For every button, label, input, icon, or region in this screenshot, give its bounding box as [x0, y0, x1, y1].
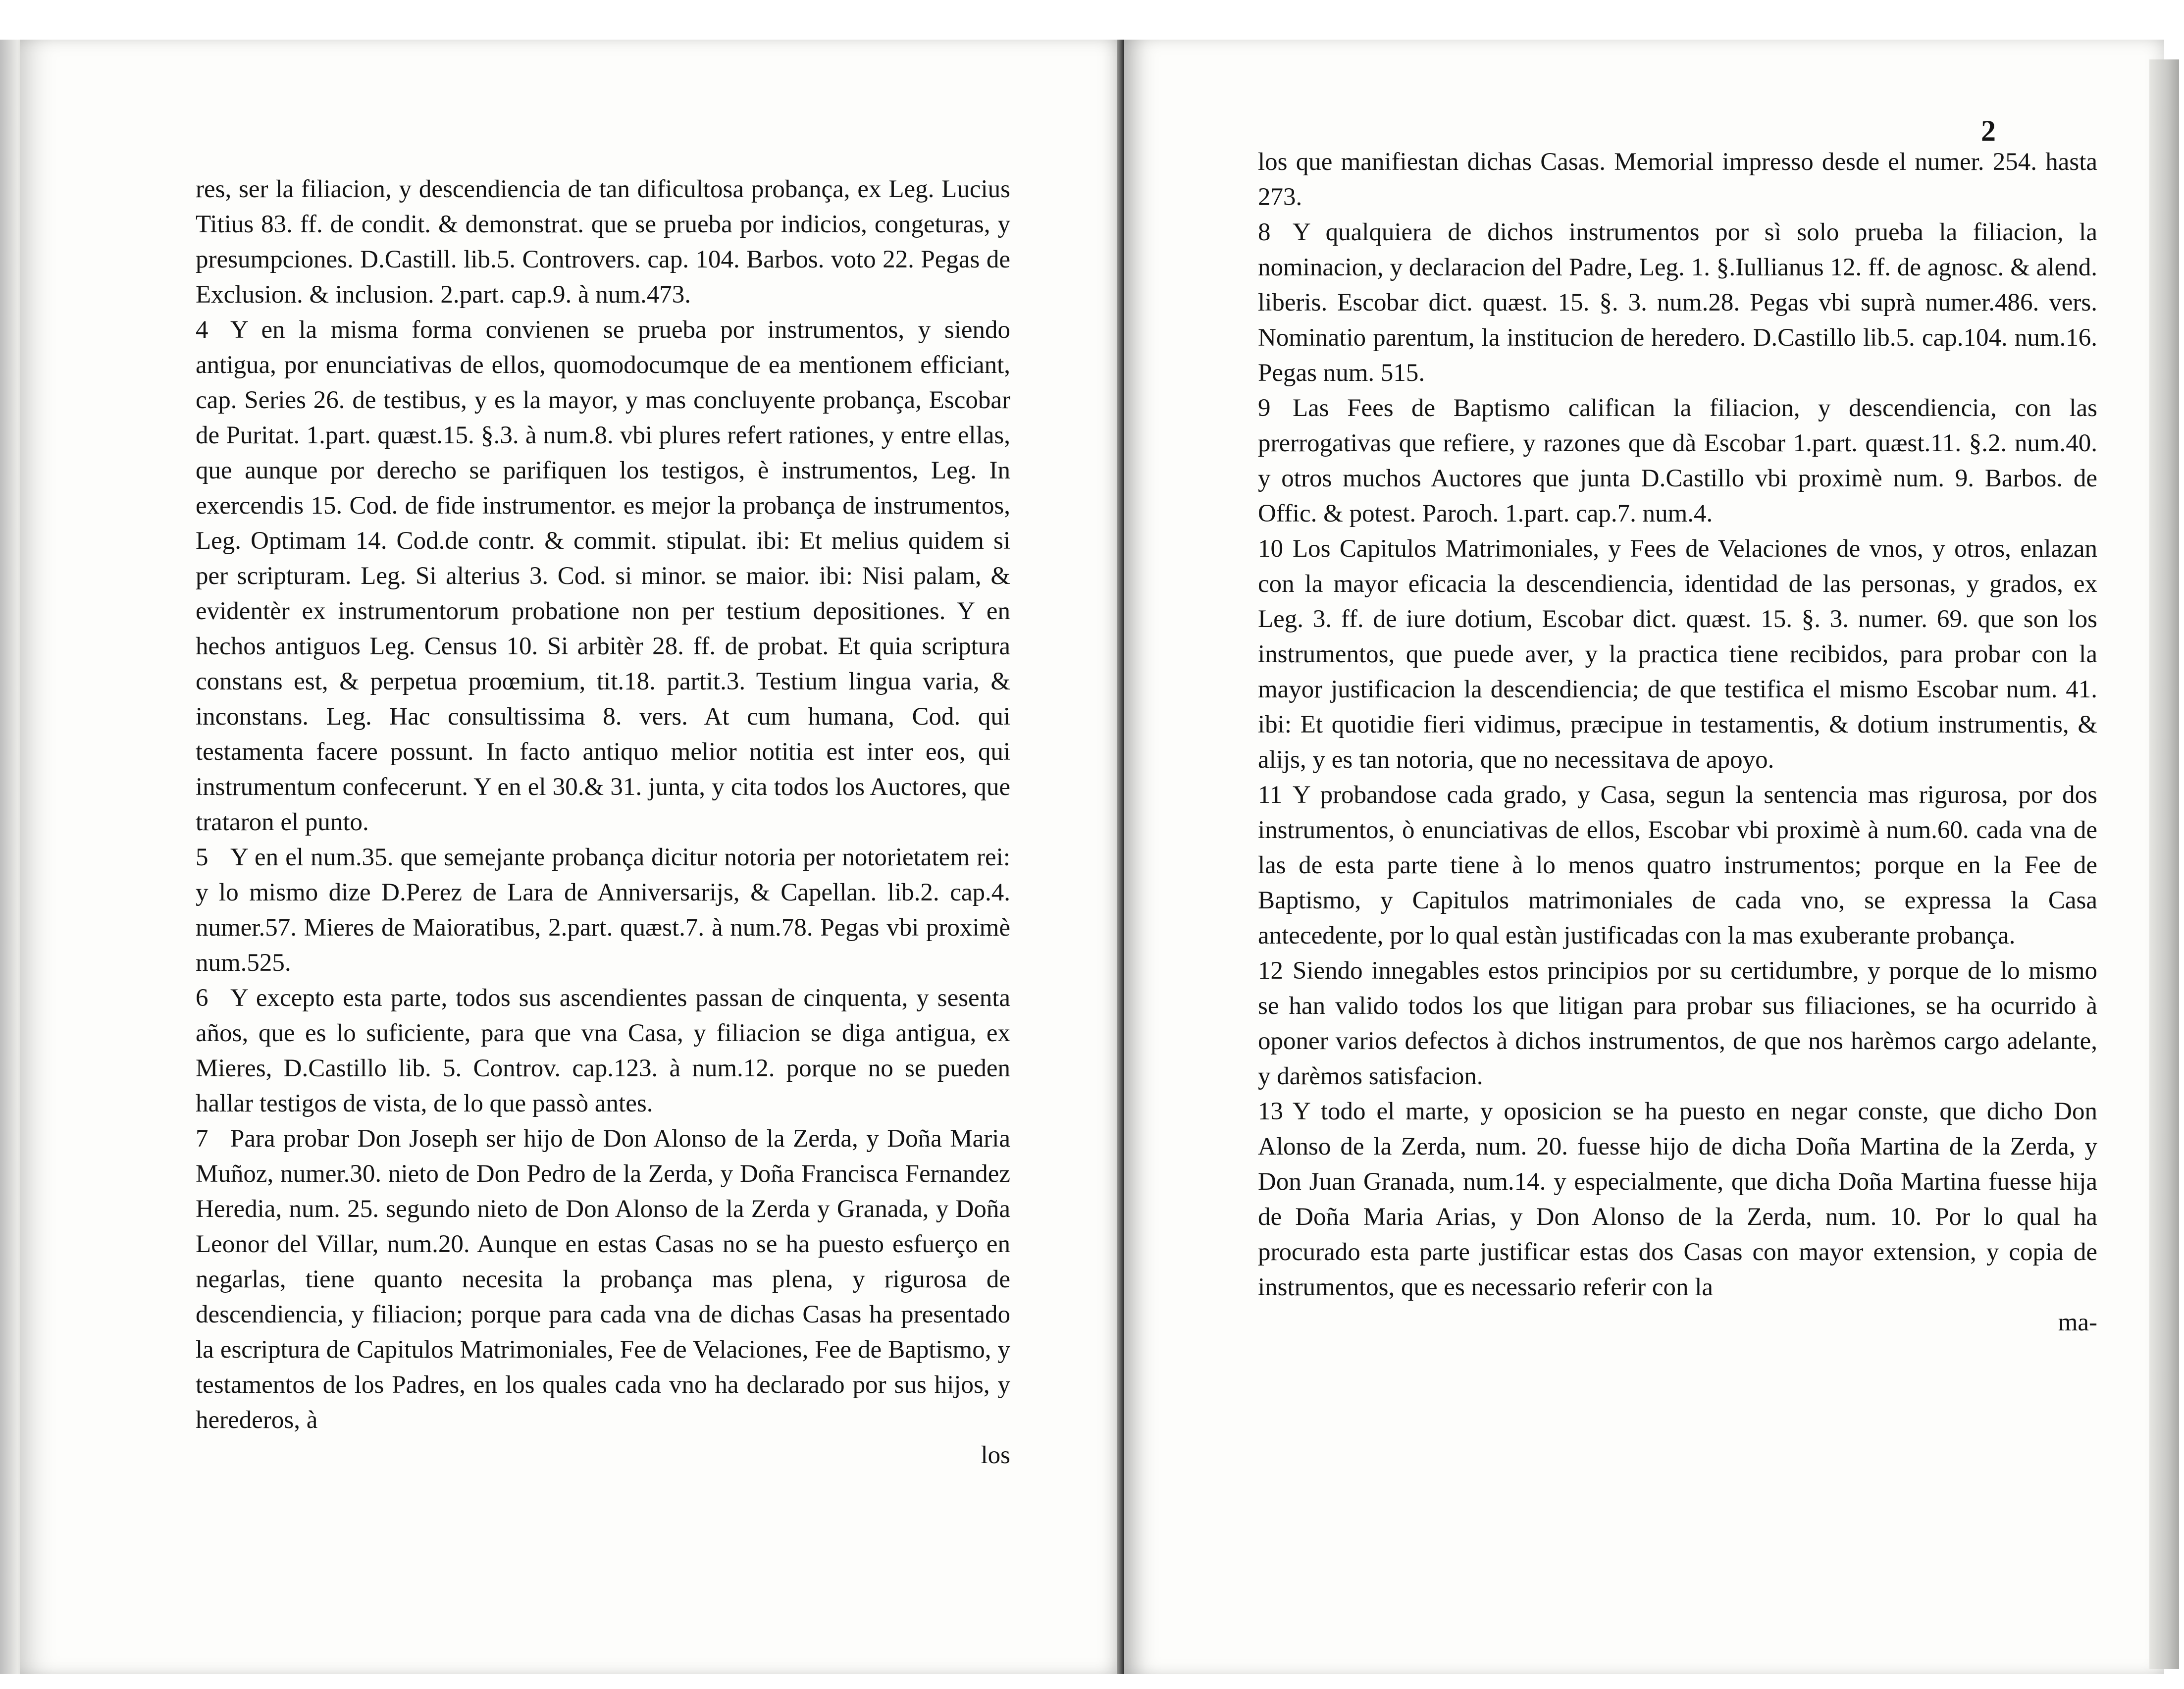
paragraph: 12 Siendo innegables estos principios por su certidumbre, y porque de lo mismo se han valido todos los que litigan para probar sus filiaciones, se ha ocurrido à oponer varios defectos à dichos instrumentos, de que nos harèmos cargo adelante, y darèmos satisfacion. — [1258, 953, 2097, 1094]
paragraph-number: 12 — [1258, 957, 1283, 985]
paragraph: 10 Los Capitulos Matrimoniales, y Fees de Velaciones de vnos, y otros, enlazan con la mayor eficacia la descendiencia, identidad de las personas, y grados, ex Leg. 3. ff. de iure dotium, Escobar dict. quæst. 15. §. 3. numer. 69. que son los instrumentos, que puede aver, y la practica tiene recibidos, para probar con la mayor justificacion la descendiencia; de que testifica el mismo Escobar num. 41. ibi: Et quotidie fieri vidimus, præcipue in testamentis, & dotium instrumentis, & alijs, y es tan notoria, que no necessitava de apoyo. — [1258, 531, 2097, 778]
paragraph: los que manifiestan dichas Casas. Memorial impresso desde el numer. 254. hasta 273. — [1258, 148, 2097, 211]
right-page-text — [1258, 145, 2097, 1340]
catchword: ma- — [2058, 1309, 2097, 1336]
paragraph: 6 Y excepto esta parte, todos sus ascendientes passan de cinquenta, y sesenta años, que es lo suficiente, para que vna Casa, y filiacion se diga antigua, ex Mieres, D.Castillo lib. 5. Controv. cap.123. à num.12. porque no se pueden hallar testigos de vista, de lo que passò antes. — [196, 981, 1010, 1121]
paragraph-number: 13 — [1258, 1098, 1283, 1125]
paragraph: 4 Y en la misma forma convienen se prueba por instrumentos, y siendo antigua, por enunciativas de ellos, quomodocumque de ea mentionem efficiant, cap. Series 26. de testibus, y es la mayor, y mas concluyente probança, Escobar de Puritat. 1.part. quæst.15. §.3. à num.8. vbi plures refert rationes, y entre ellas, que aunque por derecho se parifiquen los testigos, è instrumentos, Leg. In exercendis 15. Cod. de fide instrumentor. es mejor la probança de instrumentos, Leg. Optimam 14. Cod.de contr. & commit. stipulat. ibi: Et melius quidem si per scripturam. Leg. Si alterius 3. Cod. si minor. se maior. ibi: Nisi palam, & evidentèr ex instrumentorum probatione non per testium depositiones. Y en hechos antiguos Leg. Census 10. Si arbitèr 28. ff. de probat. Et quia scriptura constans est, & perpetua proœmium, tit.18. partit.3. Testium lingua varia, & inconstans. Leg. Hac consultissima 8. vers. At cum humana, Cod. qui testamenta facere possunt. In facto antiquo melior notitia est inter eos, qui instrumentum confecerunt. Y en el 30.& 31. junta, y cita todos los Auctores, que trataron el punto. — [196, 313, 1010, 840]
paragraph: 7 Para probar Don Joseph ser hijo de Don Alonso de la Zerda, y Doña Maria Muñoz, numer.30. nieto de Don Pedro de la Zerda, y Doña Francisca Fernandez Heredia, num. 25. segundo nieto de Don Alonso de la Zerda y Granada, y Doña Leonor del Villar, num.20. Aunque en estas Casas no se ha puesto esfuerço en negarlas, tiene quanto necesita la probança mas plena, y rigurosa de descendiencia, y filiacion; porque para cada vna de dichas Casas ha presentado la escriptura de Capitulos Matrimoniales, Fee de Velaciones, Fee de Baptismo, y testamentos de los Padres, en los quales cada vno ha declarado por sus hijos, y herederos, à — [196, 1121, 1010, 1438]
paragraph-number: 10 — [1258, 535, 1283, 563]
left-page — [20, 40, 1124, 1674]
paragraph-number: 7 — [196, 1125, 208, 1153]
right-page — [1124, 40, 2164, 1674]
right-page-edge — [2149, 59, 2179, 1669]
paragraph-number: 4 — [196, 316, 208, 344]
paragraph-number: 11 — [1258, 781, 1283, 809]
paragraph: 11 Y probandose cada grado, y Casa, segun la sentencia mas rigurosa, por dos instrumentos, ò enunciativas de ellos, Escobar vbi proximè à num.60. cada vna de las de esta parte tiene à lo menos quatro instrumentos; porque en la Fee de Baptismo, y Capitulos matrimoniales de cada vno, se expressa la Casa antecedente, por lo qual estàn justificadas con la mas exuberante probança. — [1258, 778, 2097, 953]
paragraph-number: 5 — [196, 844, 208, 871]
paragraph-number: 6 — [196, 984, 208, 1012]
left-page-text — [196, 172, 1010, 1473]
paragraph: 5 Y en el num.35. que semejante probança dicitur notoria per notorietatem rei: y lo mismo dize D.Perez de Lara de Anniversarijs, & Capellan. lib.2. cap.4. numer.57. Mieres de Maioratibus, 2.part. quæst.7. à num.78. Pegas vbi proximè num.525. — [196, 840, 1010, 981]
paragraph-number: 9 — [1258, 394, 1271, 422]
paragraph-number: 8 — [1258, 218, 1271, 246]
paragraph: 13 Y todo el marte, y oposicion se ha puesto en negar conste, que dicho Don Alonso de la Zerda, num. 20. fuesse hijo de dicha Doña Martina de la Zerda, y Don Juan Granada, num.14. y especialmente, que dicha Doña Martina fuesse hija de Doña Maria Arias, y Don Alonso de la Zerda, num. 10. Por lo qual ha procurado esta parte justificar estas dos Casas con mayor extension, y copia de instrumentos, que es necessario referir con la — [1258, 1094, 2097, 1305]
folio-number: 2 — [1981, 114, 1996, 147]
paragraph: 8 Y qualquiera de dichos instrumentos por sì solo prueba la filiacion, la nominacion, y declaracion del Padre, Leg. 1. §.Iullianus 12. ff. de agnosc. & alend. liberis. Escobar dict. quæst. 15. §. 3. num.28. Pegas vbi suprà numer.486. vers. Nominatio parentum, la institucion de heredero. D.Castillo lib.5. cap.104. num.16. Pegas num. 515. — [1258, 215, 2097, 391]
catchword: los — [981, 1441, 1010, 1469]
paragraph: 9 Las Fees de Baptismo califican la filiacion, y descendiencia, con las prerrogativas que refiere, y razones que dà Escobar 1.part. quæst.11. §.2. num.40. y otros muchos Auctores que junta D.Castillo vbi proximè num. 9. Barbos. de Offic. & potest. Paroch. 1.part. cap.7. num.4. — [1258, 391, 2097, 531]
paragraph: res, ser la filiacion, y descendiencia de tan dificultosa probança, ex Leg. Lucius Titius 83. ff. de condit. & demonstrat. que se prueba por indicios, congeturas, y presumpciones. D.Castill. lib.5. Controvers. cap. 104. Barbos. voto 22. Pegas de Exclusion. & inclusion. 2.part. cap.9. à num.473. — [196, 175, 1010, 309]
